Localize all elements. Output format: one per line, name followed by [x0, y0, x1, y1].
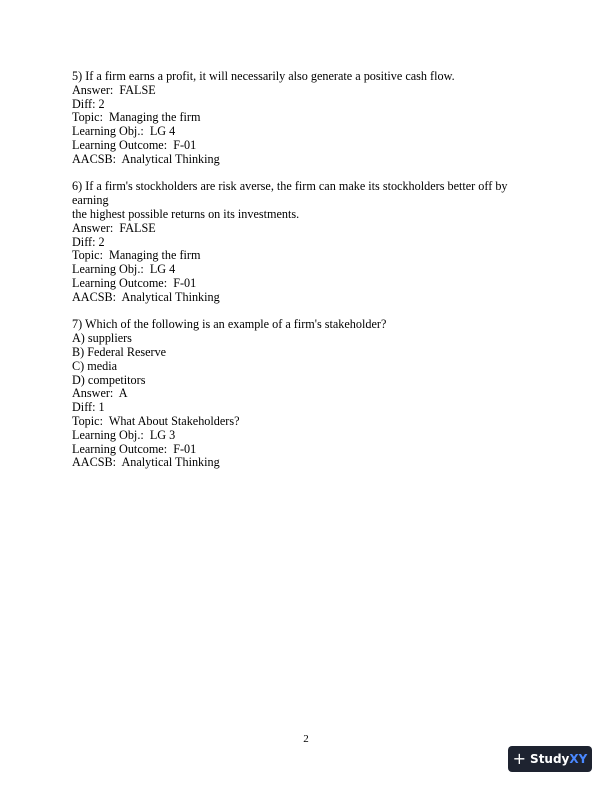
learning-outcome-line: Learning Outcome: F-01: [72, 137, 197, 152]
plus-icon: +: [512, 749, 527, 768]
aacsb-line: AACSB: Analytical Thinking: [72, 289, 220, 304]
studyxy-badge[interactable]: [508, 746, 592, 772]
learning-outcome-line: Learning Outcome: F-01: [72, 275, 197, 290]
page-number: 2: [303, 733, 309, 745]
option-a: A) suppliers: [72, 331, 132, 346]
badge-text-main: Study: [530, 752, 570, 766]
option-d: D) competitors: [72, 372, 146, 387]
question-list: [72, 70, 542, 484]
option-b: B) Federal Reserve: [72, 344, 167, 359]
answer-line: Answer: FALSE: [72, 82, 156, 97]
topic-line: Topic: What About Stakeholders?: [72, 413, 240, 428]
question-6: [72, 180, 542, 304]
aacsb-line: AACSB: Analytical Thinking: [72, 455, 220, 470]
badge-text-accent: XY: [569, 752, 588, 766]
question-text: 5) If a firm earns a profit, it will necessarily also generate a positive cash flow.: [72, 69, 455, 83]
question-text-continued: the highest possible returns on its investments.: [72, 206, 300, 221]
difficulty-line: Diff: 2: [72, 96, 105, 111]
answer-line: Answer: FALSE: [72, 220, 156, 235]
answer-line: Answer: A: [72, 386, 128, 401]
learning-objective-line: Learning Obj.: LG 3: [72, 427, 176, 442]
difficulty-line: Diff: 1: [72, 400, 105, 415]
option-c: C) media: [72, 358, 118, 373]
aacsb-line: AACSB: Analytical Thinking: [72, 151, 220, 166]
question-7: [72, 318, 542, 470]
learning-outcome-line: Learning Outcome: F-01: [72, 441, 197, 456]
question-text: 6) If a firm's stockholders are risk averse, the firm can make its stockholders better off by earning: [72, 179, 511, 208]
topic-line: Topic: Managing the firm: [72, 248, 201, 263]
learning-objective-line: Learning Obj.: LG 4: [72, 262, 176, 277]
topic-line: Topic: Managing the firm: [72, 110, 201, 125]
question-text: 7) Which of the following is an example of a firm's stakeholder?: [72, 317, 387, 332]
question-5: [72, 70, 542, 167]
difficulty-line: Diff: 2: [72, 234, 105, 249]
learning-objective-line: Learning Obj.: LG 4: [72, 124, 176, 139]
